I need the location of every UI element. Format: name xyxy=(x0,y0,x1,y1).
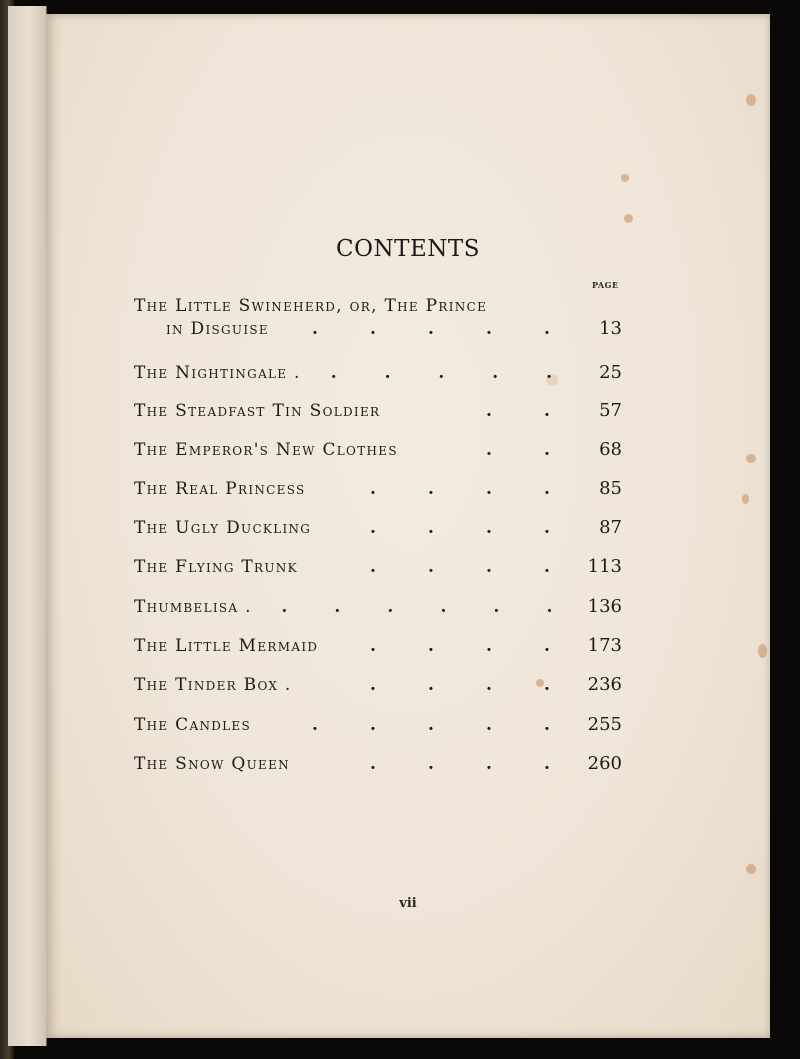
leader-dot: . xyxy=(370,319,376,339)
leader-dot: . xyxy=(370,715,376,735)
leader-dot: . xyxy=(440,597,447,617)
toc-entry xyxy=(134,556,622,578)
leader-dot: . xyxy=(281,597,288,617)
leader-dot: . xyxy=(428,636,434,656)
dot-leaders xyxy=(311,518,582,538)
toc-entry xyxy=(134,596,622,618)
facing-page-edge xyxy=(8,6,47,1046)
dot-leaders xyxy=(298,557,582,577)
page-title: CONTENTS xyxy=(336,236,480,262)
toc-page-number: 255 xyxy=(587,714,622,735)
toc-entry-line xyxy=(134,517,622,539)
leader-dot: . xyxy=(492,363,499,383)
toc-page-number: 57 xyxy=(599,400,622,421)
leader-dot: . xyxy=(330,363,337,383)
leader-dot: . xyxy=(544,557,550,577)
leader-dot: . xyxy=(387,597,394,617)
leader-dot: . xyxy=(428,479,434,499)
leader-dot: . xyxy=(486,557,492,577)
age-spot xyxy=(742,494,749,504)
leader-dot: . xyxy=(370,518,376,538)
leader-dot: . xyxy=(486,675,492,695)
leader-dot: . xyxy=(546,363,553,383)
toc-entry-line xyxy=(134,400,622,422)
toc-entry-line xyxy=(134,556,622,578)
dot-leaders xyxy=(269,319,582,339)
leader-dot: . xyxy=(384,363,391,383)
age-spot xyxy=(624,214,633,223)
toc-entry-title: The Flying Trunk xyxy=(134,557,298,577)
leader-dot: . xyxy=(486,636,492,656)
page-number: vii xyxy=(399,896,417,911)
leader-dot: . xyxy=(312,319,318,339)
toc-entry-line xyxy=(134,296,622,318)
leader-dot: . xyxy=(486,754,492,774)
toc-entry-line xyxy=(134,596,622,618)
age-spot xyxy=(746,864,756,874)
leader-dot: . xyxy=(370,557,376,577)
leader-dot: . xyxy=(544,636,550,656)
toc-entry-line xyxy=(134,439,622,461)
dot-leaders xyxy=(251,715,582,735)
toc-page-number: 113 xyxy=(587,556,622,577)
toc-entry-title: The Tinder Box . xyxy=(134,675,292,695)
leader-dot: . xyxy=(438,363,445,383)
leader-dot: . xyxy=(428,518,434,538)
dot-leaders xyxy=(306,479,582,499)
toc-entry-title: The Real Princess xyxy=(134,479,306,499)
toc-page-number: 136 xyxy=(587,596,622,617)
leader-dot: . xyxy=(428,319,434,339)
leader-dot: . xyxy=(370,754,376,774)
leader-dot: . xyxy=(428,715,434,735)
toc-entry xyxy=(134,517,622,539)
toc-entry-line xyxy=(134,753,622,775)
leader-dot: . xyxy=(544,440,550,460)
book-page xyxy=(46,14,770,1038)
leader-dot: . xyxy=(486,401,492,421)
leader-dot: . xyxy=(546,597,553,617)
toc-page-number: 173 xyxy=(587,635,622,656)
leader-dot: . xyxy=(486,518,492,538)
leader-dot: . xyxy=(486,715,492,735)
toc-entry-title: The Ugly Duckling xyxy=(134,518,312,538)
toc-entry-line xyxy=(134,635,622,657)
age-spot xyxy=(746,454,756,463)
toc-entry-title: The Candles xyxy=(134,715,252,735)
toc-entry xyxy=(134,753,622,775)
toc-page-number: 260 xyxy=(587,753,622,774)
leader-dot: . xyxy=(544,319,550,339)
toc-entry xyxy=(134,478,622,500)
toc-entry-title: The Nightingale . xyxy=(134,363,301,383)
toc-entry-title: The Steadfast Tin Soldier xyxy=(134,401,381,421)
leader-dot: . xyxy=(544,715,550,735)
toc-entry-line xyxy=(134,478,622,500)
age-spot xyxy=(621,174,629,182)
leader-dot: . xyxy=(486,319,492,339)
leader-dot: . xyxy=(544,754,550,774)
leader-dot: . xyxy=(428,675,434,695)
toc-entry xyxy=(134,362,622,384)
dot-leaders xyxy=(252,597,582,617)
leader-dot: . xyxy=(486,479,492,499)
page-column-heading: PAGE xyxy=(592,280,619,290)
dot-leaders xyxy=(318,636,582,656)
leader-dot: . xyxy=(370,479,376,499)
toc-entry-title: The Little Mermaid xyxy=(134,636,319,656)
toc-page-number: 68 xyxy=(599,439,622,460)
toc-page-number: 236 xyxy=(587,674,622,695)
toc-entry xyxy=(134,296,622,340)
dot-leaders xyxy=(301,363,582,383)
dot-leaders xyxy=(380,401,582,421)
leader-dot: . xyxy=(312,715,318,735)
toc-entry-line xyxy=(134,318,622,340)
leader-dot: . xyxy=(370,636,376,656)
toc-page-number: 25 xyxy=(599,362,622,383)
toc-page-number: 13 xyxy=(599,318,622,339)
toc-entry xyxy=(134,714,622,736)
toc-entry-line xyxy=(134,714,622,736)
toc-entry-line xyxy=(134,362,622,384)
toc-entry xyxy=(134,400,622,422)
toc-entry xyxy=(134,674,622,696)
leader-dot: . xyxy=(544,518,550,538)
dot-leaders xyxy=(398,440,582,460)
leader-dot: . xyxy=(544,479,550,499)
toc-entry-title: The Little Swineherd, or, The Prince xyxy=(134,296,488,316)
dot-leaders xyxy=(290,754,582,774)
toc-entry xyxy=(134,439,622,461)
age-spot xyxy=(746,94,756,106)
toc-page-number: 87 xyxy=(599,517,622,538)
leader-dot: . xyxy=(544,675,550,695)
toc-entry-title: Thumbelisa . xyxy=(134,597,252,617)
toc-entry-line xyxy=(134,674,622,696)
leader-dot: . xyxy=(370,675,376,695)
leader-dot: . xyxy=(428,754,434,774)
leader-dot: . xyxy=(486,440,492,460)
leader-dot: . xyxy=(334,597,341,617)
toc-entry-title: The Snow Queen xyxy=(134,754,290,774)
toc-page-number: 85 xyxy=(599,478,622,499)
toc-entry-title: in Disguise xyxy=(166,319,269,339)
toc-entry-title: The Emperor's New Clothes xyxy=(134,440,398,460)
leader-dot: . xyxy=(544,401,550,421)
age-spot xyxy=(758,644,767,658)
toc-entry xyxy=(134,635,622,657)
dot-leaders xyxy=(292,675,582,695)
leader-dot: . xyxy=(428,557,434,577)
leader-dot: . xyxy=(493,597,500,617)
